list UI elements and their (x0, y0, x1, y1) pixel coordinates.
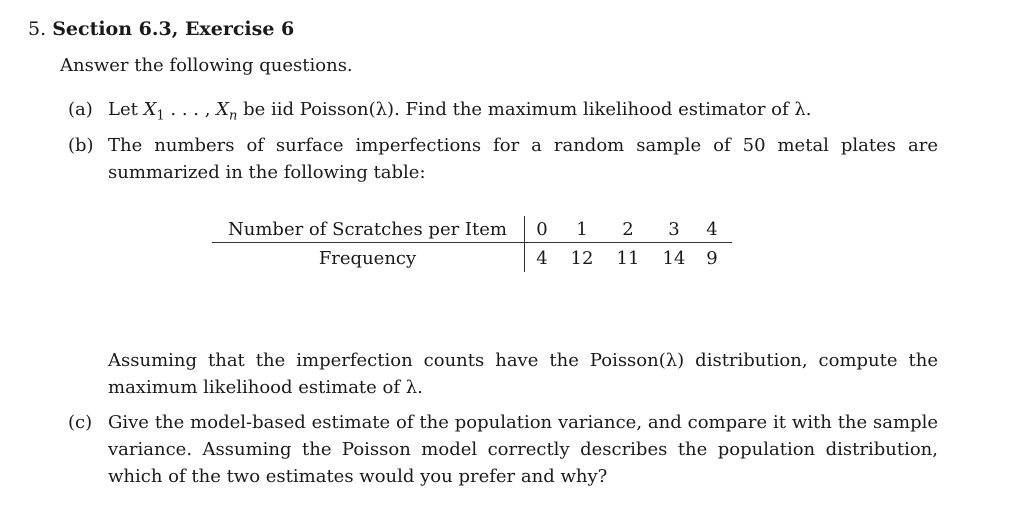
var-x1: X (143, 99, 157, 120)
row-header-frequency: Frequency (318, 248, 417, 269)
scratches-table (212, 214, 732, 271)
exercise-title: Section 6.3, Exercise 6 (52, 18, 295, 40)
frequency-cell: 9 (706, 248, 718, 269)
count-cell: 0 (536, 219, 548, 240)
sub-1: 1 (156, 108, 165, 124)
part-a-pre: Let (108, 99, 144, 120)
part-c-label: (c) (68, 412, 93, 433)
part-b-text: The numbers of surface imperfections for a random sample of 50 metal plates are summarized in the following table: (108, 135, 938, 183)
frequency-cell: 14 (662, 248, 686, 269)
part-b-followup: Assuming that the imperfection counts have the Poisson(λ) distribution, compute the maximum likelihood estimate of λ. (108, 350, 938, 398)
exercise-number: 5. (28, 18, 47, 40)
row-header-scratches: Number of Scratches per Item (228, 219, 507, 240)
frequency-cell: 11 (616, 248, 640, 269)
frequency-cell: 4 (536, 248, 548, 269)
intro-text: Answer the following questions. (60, 55, 353, 76)
part-b-label: (b) (68, 135, 94, 156)
count-cell: 3 (668, 219, 680, 240)
part-a-post: be iid Poisson(λ). Find the maximum likelihood estimator of λ. (237, 99, 812, 120)
count-cell: 2 (622, 219, 634, 240)
part-c-text: Give the model-based estimate of the population variance, and compare it with the sample variance. Assuming the Poisson model correctly describes the population distribution, which of the two estimates would you prefer and why? (108, 412, 938, 487)
var-xn: X (216, 99, 229, 120)
count-cell: 1 (576, 219, 588, 240)
frequency-cell: 12 (570, 248, 594, 269)
part-a-text (108, 96, 812, 123)
sub-n: n (229, 108, 238, 124)
part-a-dots: . . . , (164, 99, 217, 120)
exercise-heading (28, 16, 294, 43)
part-a-label: (a) (68, 99, 93, 120)
table-row-frequency (212, 243, 732, 271)
table-row-counts (212, 214, 732, 243)
count-cell: 4 (706, 219, 718, 240)
